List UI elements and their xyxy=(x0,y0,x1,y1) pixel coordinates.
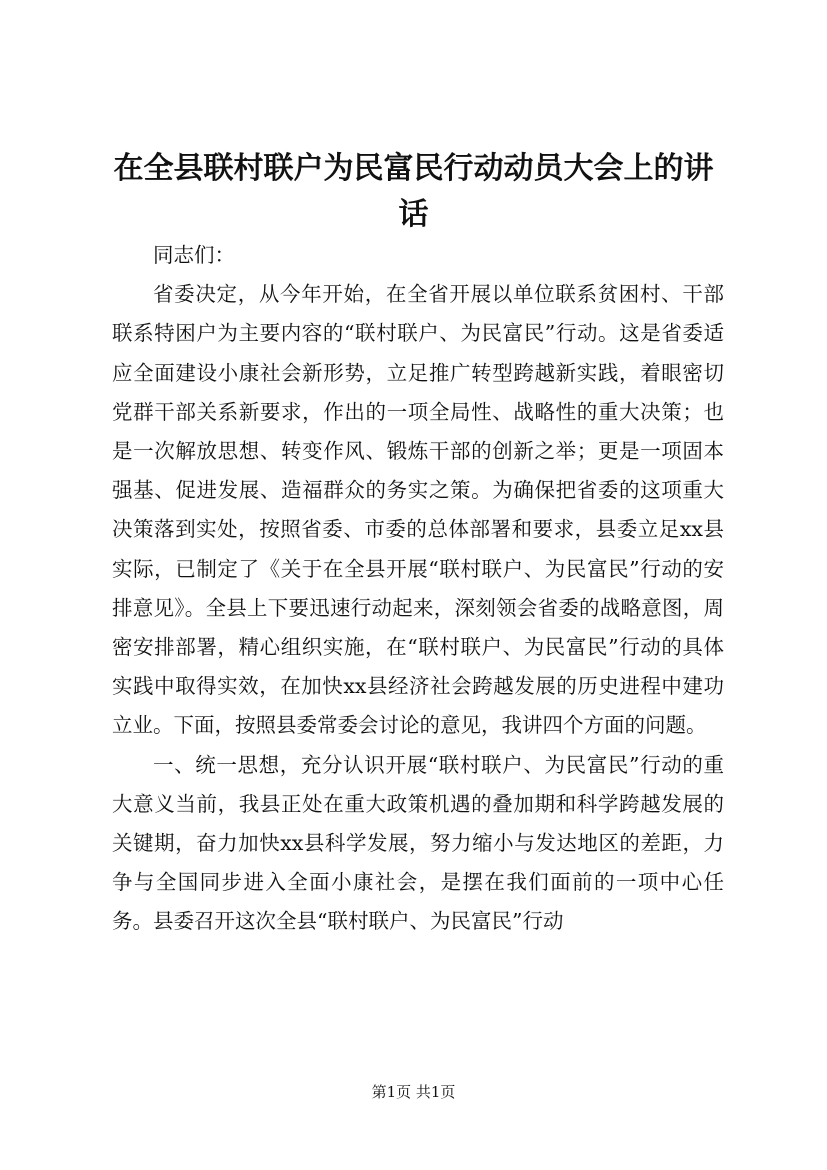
document-body xyxy=(112,236,724,942)
body-paragraph: 省委决定，从今年开始，在全省开展以单位联系贫困村、干部联系特困户为主要内容的“联村联户、为民富民”行动。这是省委适应全面建设小康社会新形势，立足推广转型跨越新实践，着眼密切党群干部关系新要求，作出的一项全局性、战略性的重大决策；也是一次解放思想、转变作风、锻炼干部的创新之举；更是一项固本强基、促进发展、造福群众的务实之策。为确保把省委的这项重大决策落到实处，按照省委、市委的总体部署和要求，县委立足xx县实际，已制定了《关于在全县开展“联村联户、为民富民”行动的安排意见》。全县上下要迅速行动起来，深刻领会省委的战略意图，周密安排部署，精心组织实施，在“联村联户、为民富民”行动的具体实践中取得实效，在加快xx县经济社会跨越发展的历史进程中建功立业。下面，按照县委常委会讨论的意见，我讲四个方面的问题。 xyxy=(112,282,724,738)
page-number-footer: 第1页 共1页 xyxy=(371,1083,456,1101)
document-title: 在全县联村联户为民富民行动动员大会上的讲话 xyxy=(113,151,714,232)
salutation-paragraph: 同志们： xyxy=(153,243,235,267)
body-paragraph: 一、统一思想，充分认识开展“联村联户、为民富民”行动的重大意义当前，我县正处在重大政策机遇的叠加期和科学跨越发展的关键期，奋力加快xx县科学发展，努力缩小与发达地区的差距，力争与全国同步进入全面小康社会，是摆在我们面前的一项中心任务。县委召开这次全县“联村联户、为民富民”行动 xyxy=(112,752,724,934)
